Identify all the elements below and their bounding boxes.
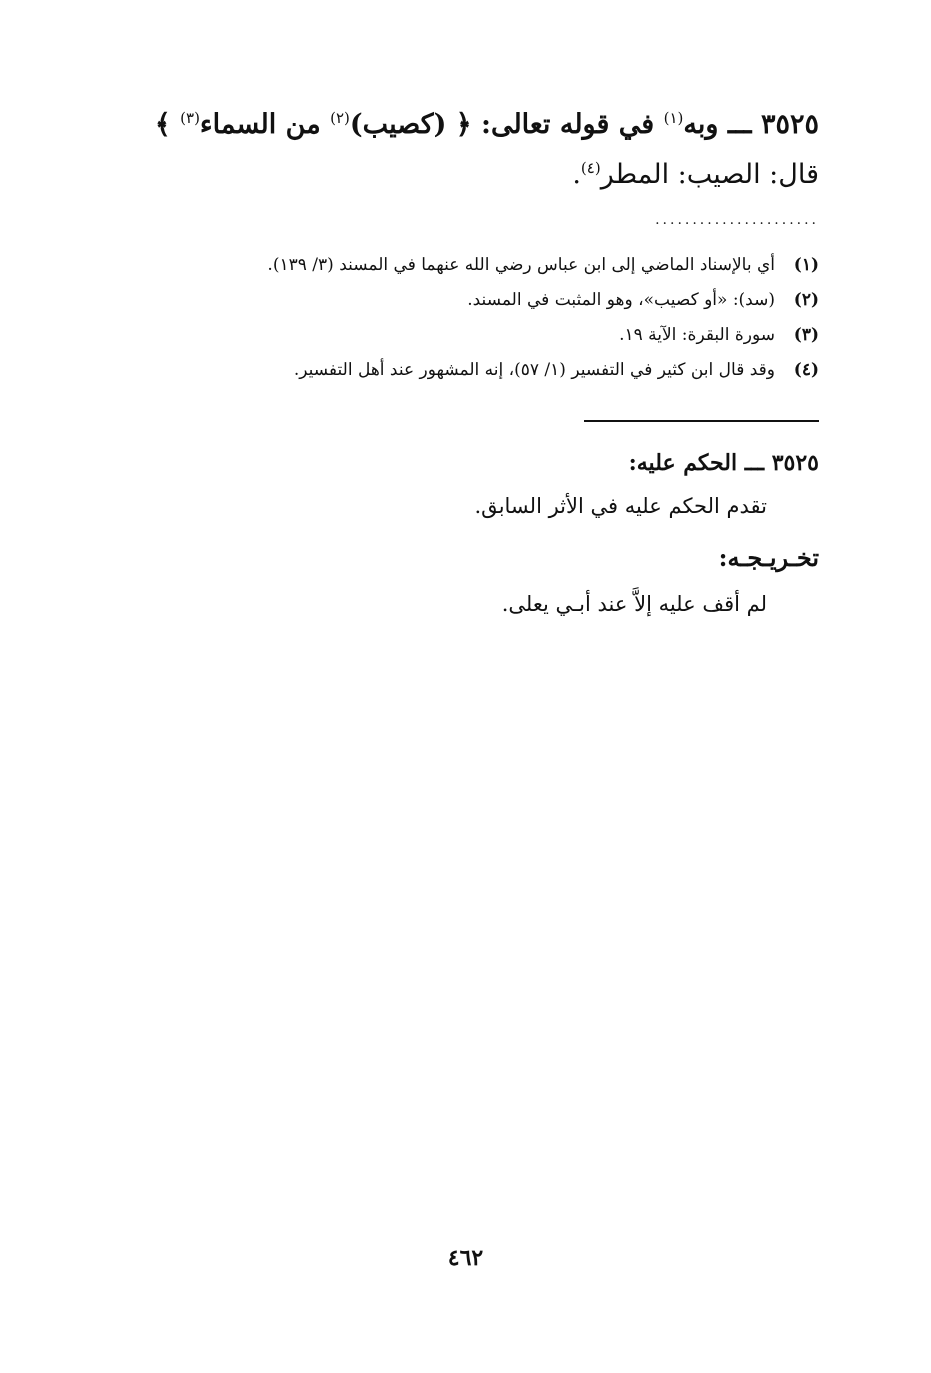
takhrij-body: لم أقف عليه إلاَّ عند أبـي يعلى. [501,592,767,616]
hadith-text-part-1: وبه [683,109,719,140]
footnote-2 [150,283,819,318]
footnote-text: أي بالإسناد الماضي إلى ابن عباس رضي الله عنهما في المسند (٣/ ١٣٩). [267,255,775,275]
takhrij-heading: تخـريـجـه: [718,543,819,572]
hadith-text-part-6: . [572,159,581,190]
hadith-text [88,100,819,200]
ruling-body: تقدم الحكم عليه في الأثر السابق. [474,494,767,518]
hadith-line-2 [88,150,819,200]
footnote-text: سورة البقرة: الآية ١٩. [619,325,775,345]
hadith-line-1 [88,100,819,150]
hadith-text-part-2: في قوله تعالى: ﴿ (كصيب) [349,109,655,140]
footnote-ref-4: (٤) [580,159,601,177]
hadith-text-part-4: ﴾ [154,109,171,140]
footnote-ref-2: (٢) [330,109,350,127]
footnote-3 [150,318,819,353]
footnote-1 [150,248,819,283]
hadith-number: ٣٥٢٥ [760,109,819,140]
hadith-dash: ـــ [727,109,752,140]
footnote-separator-dots: ...................... [655,212,819,228]
footnote-number: (٤) [793,360,819,380]
footnote-number: (٣) [793,325,819,345]
footnote-ref-3: (٣) [180,109,200,127]
footnote-number: (١) [793,255,819,275]
ruling-heading: ٣٥٢٥ ـــ الحكم عليه: [628,450,819,476]
footnotes [150,248,819,388]
hadith-text-part-5: قال: الصيب: المطر [600,159,819,190]
footnote-text: وقد قال ابن كثير في التفسير (١/ ٥٧)، إنه المشهور عند أهل التفسير. [293,360,775,380]
footnote-text: (سد): «أو كصيب»، وهو المثبت في المسند. [467,290,775,310]
section-divider [584,420,819,422]
footnote-ref-1: (١) [663,109,684,127]
page-number: ٤٦٢ [447,1245,484,1271]
hadith-text-part-3: من السماء [199,109,321,140]
footnote-number: (٢) [793,290,819,310]
footnote-4 [150,353,819,388]
